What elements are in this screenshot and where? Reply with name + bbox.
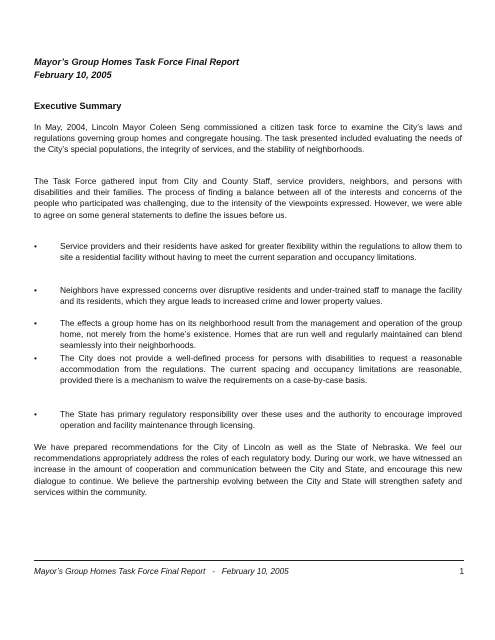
bullet-icon: • [34,241,37,251]
list-item-text: The City does not provide a well-defined process for persons with disabilities to request a reasonable accommodation from the regulations. The current spacing and occupancy limitations are reasonable, provided there is a mechanism to waive the requirements on a case-by-case basis. [60,353,462,386]
recommendations-paragraph: We have prepared recommendations for the City of Lincoln as well as the State of Nebraska. We feel our recommendations appropriately address the roles of each regulatory body. During our work, we have witnessed an increase in the amount of cooperation and communication between the City and State, and encourage this new dialogue to continue. We believe the partnership evolving between the City and State will strengthen safety and services within the community. [34,442,462,497]
report-title-line: Mayor’s Group Homes Task Force Final Report [34,57,240,67]
footer-divider [34,560,464,561]
list-item-text: Service providers and their residents have asked for greater flexibility within the regulations to allow them to site a residential facility without having to meet the current separation and occupancy limitations. [60,241,462,263]
list-item-text: Neighbors have expressed concerns over disruptive residents and under-trained staff to manage the facility and its residents, which they argue leads to increased crime and lower property values. [60,285,462,307]
input-paragraph: The Task Force gathered input from City and County Staff, service providers, neighbors, and persons with disabilities and their families. The process of finding a balance between all of the interests and concerns of the people who participated was challenging, due to the intensity of the viewpoints expressed. However, we were able to agree on some general statements to define the issues before us. [34,176,462,220]
bullet-icon: • [34,409,37,419]
page-number: 1 [459,567,464,576]
bullet-icon: • [34,353,37,363]
section-heading: Executive Summary [34,101,122,111]
report-date-line: February 10, 2005 [34,69,112,80]
report-title [34,56,464,81]
intro-paragraph: In May, 2004, Lincoln Mayor Coleen Seng commissioned a citizen task force to examine the City’s laws and regulations governing group homes and congregate housing. The task presented included evaluating the needs of the City’s special populations, the integrity of services, and the stability of neighborhoods. [34,122,462,155]
bullet-icon: • [34,318,37,328]
bullet-icon: • [34,285,37,295]
list-item-text: The State has primary regulatory responsibility over these uses and the authority to encourage improved operation and facility maintenance through licensing. [60,409,462,431]
list-item-text: The effects a group home has on its neighborhood result from the management and operation of the group home, not merely from the home’s existence. Homes that are run well and regularly maintained can blend seamlessly into their neighborhoods. [60,318,462,351]
footer-text: Mayor’s Group Homes Task Force Final Report - February 10, 2005 [34,567,289,576]
